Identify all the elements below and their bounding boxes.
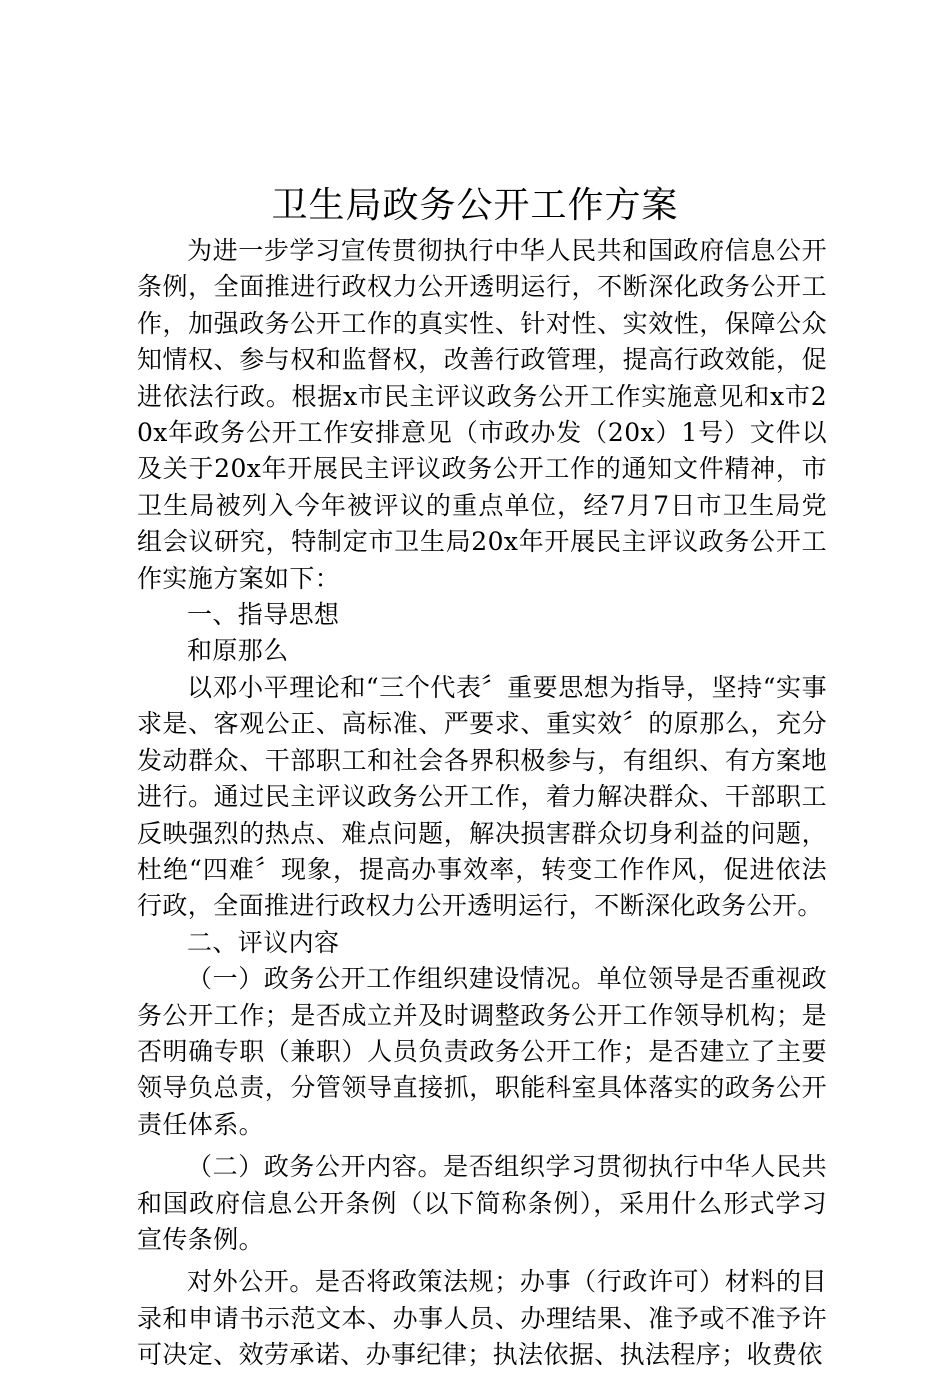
document-title: 卫生局政务公开工作方案 [271, 185, 679, 226]
section-heading-continuation: 和原那么 [187, 636, 289, 666]
intro-paragraph: 为进一步学习宣传贯彻执行中华人民共和国政府信息公开条例，全面推进行政权力公开透明运行，不断深化政务公开工作，加强政务公开工作的真实性、针对性、实效性，保障公众知情权、参与权和监督权，改善行政管理，提高行政效能，促进依法行政。根据x市民主评议政务公开工作实施意见和x市20x年政务公开工作安排意见（市政办发（20x）1号）文件以及关于20x年开展民主评议政务公开工作的通知文件精神，市卫生局被列入今年被评议的重点单位，经7月7日市卫生局党组会议研究，特制定市卫生局20x年开展民主评议政务公开工作实施方案如下： [137, 236, 827, 593]
section-heading-guiding-ideology: 一、指导思想 [187, 600, 340, 630]
guiding-ideology-paragraph: 以邓小平理论和“三个代表〞重要思想为指导，坚持“实事求是、客观公正、高标准、严要求、重实效〞的原那么，充分发动群众、干部职工和社会各界积极参与，有组织、有方案地进行。通过民主评议政务公开工作，着力解决群众、干部职工反映强烈的热点、难点问题，解决损害群众切身利益的问题，杜绝“四难〞现象，提高办事效率，转变工作作风，促进依法行政，全面推进行政权力公开透明运行，不断深化政务公开。 [137, 672, 827, 921]
section-heading-evaluation-content: 二、评议内容 [187, 927, 340, 957]
external-disclosure-paragraph: 对外公开。是否将政策法规；办事（行政许可）材料的目录和申请书示范文本、办事人员、办理结果、准予或不准予许可决定、效劳承诺、办事纪律；执法依据、执法程序；收费依 [137, 1267, 827, 1370]
evaluation-item-1-paragraph: （一）政务公开工作组织建设情况。单位领导是否重视政务公开工作；是否成立并及时调整政务公开工作领导机构；是否明确专职（兼职）人员负责政务公开工作；是否建立了主要领导负总责，分管领导直接抓，职能科室具体落实的政务公开责任体系。 [137, 964, 827, 1139]
document-body [137, 233, 827, 1374]
evaluation-item-2-paragraph: （二）政务公开内容。是否组织学习贯彻执行中华人民共和国政府信息公开条例（以下简称条例），采用什么形式学习宣传条例。 [137, 1152, 827, 1254]
